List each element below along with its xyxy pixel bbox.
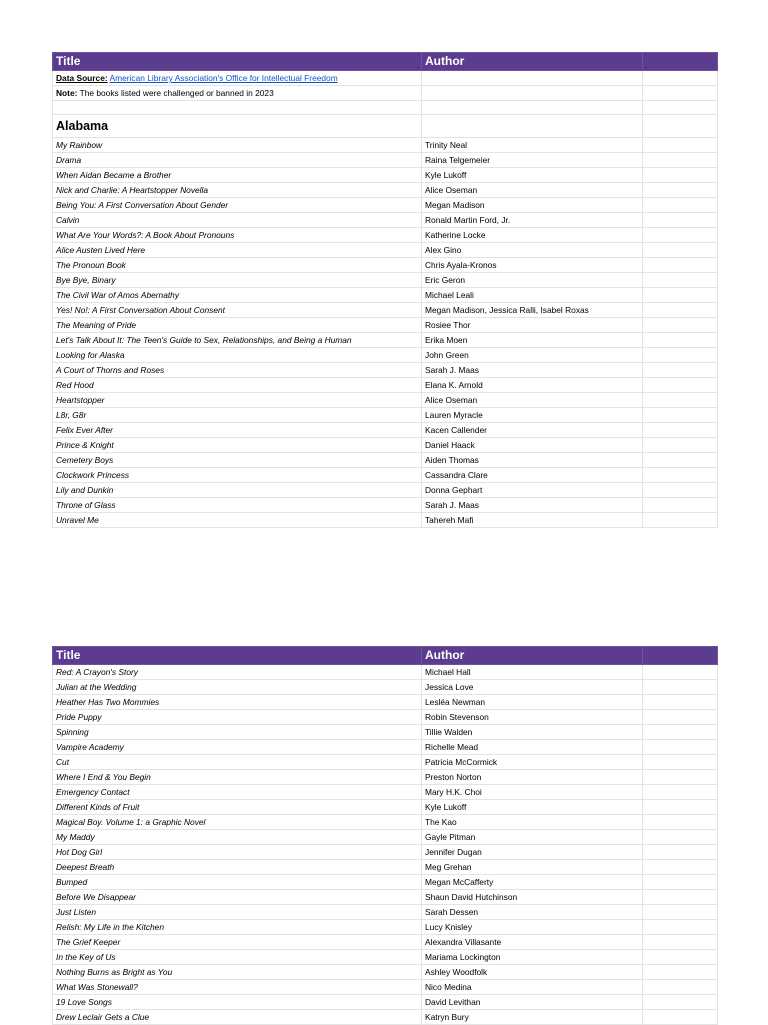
book-row [53, 213, 718, 228]
book-title: The Grief Keeper [53, 935, 422, 950]
book-row [53, 483, 718, 498]
empty-cell [643, 453, 718, 468]
book-title: Yes! No!: A First Conversation About Consent [53, 303, 422, 318]
book-row [53, 815, 718, 830]
book-author: Sarah J. Maas [422, 363, 643, 378]
book-author: Kyle Lukoff [422, 168, 643, 183]
header-title: Title [53, 53, 422, 71]
empty-cell [643, 740, 718, 755]
book-title: Drew Leclair Gets a Clue [53, 1010, 422, 1025]
book-row [53, 498, 718, 513]
book-title: Throne of Glass [53, 498, 422, 513]
empty-cell [643, 408, 718, 423]
book-row [53, 168, 718, 183]
book-title: Deepest Breath [53, 860, 422, 875]
book-row [53, 845, 718, 860]
empty-cell [643, 755, 718, 770]
book-author: Katryn Bury [422, 1010, 643, 1025]
book-row [53, 438, 718, 453]
book-author: Mariama Lockington [422, 950, 643, 965]
book-row [53, 665, 718, 680]
data-source-row [53, 71, 718, 86]
book-author: Alex Gino [422, 243, 643, 258]
book-title: Let's Talk About It: The Teen's Guide to Sex, Relationships, and Being a Human [53, 333, 422, 348]
empty-cell [643, 363, 718, 378]
empty-cell [643, 845, 718, 860]
empty-cell [643, 950, 718, 965]
book-row [53, 363, 718, 378]
empty-cell [643, 198, 718, 213]
empty-cell [643, 965, 718, 980]
empty-cell [643, 288, 718, 303]
book-row [53, 228, 718, 243]
empty-cell [643, 725, 718, 740]
empty-cell [643, 710, 718, 725]
book-author: Robin Stevenson [422, 710, 643, 725]
book-title: Lily and Dunkin [53, 483, 422, 498]
empty-cell [643, 273, 718, 288]
book-author: Alice Oseman [422, 393, 643, 408]
book-author: Megan Madison, Jessica Ralli, Isabel Roxas [422, 303, 643, 318]
book-author: Rosiee Thor [422, 318, 643, 333]
header-author: Author [422, 53, 643, 71]
note-label: Note: [56, 88, 78, 98]
empty-cell [643, 665, 718, 680]
note-text: The books listed were challenged or banned in 2023 [77, 88, 274, 98]
book-author: Katherine Locke [422, 228, 643, 243]
state-row [53, 115, 718, 138]
book-author: Kyle Lukoff [422, 800, 643, 815]
books-table-1 [52, 52, 718, 528]
header-row [53, 647, 718, 665]
book-author: Elana K. Arnold [422, 378, 643, 393]
empty-cell [643, 483, 718, 498]
book-row [53, 393, 718, 408]
book-title: Felix Ever After [53, 423, 422, 438]
blank-row [53, 101, 718, 115]
book-author: Tillie Walden [422, 725, 643, 740]
header-empty [643, 647, 718, 665]
empty-cell [643, 243, 718, 258]
book-title: Before We Disappear [53, 890, 422, 905]
book-author: Patricia McCormick [422, 755, 643, 770]
book-row [53, 905, 718, 920]
empty-cell [643, 303, 718, 318]
book-title: The Meaning of Pride [53, 318, 422, 333]
empty-cell [643, 875, 718, 890]
empty-cell [643, 138, 718, 153]
book-title: Being You: A First Conversation About Gender [53, 198, 422, 213]
empty-cell [643, 800, 718, 815]
book-author: Cassandra Clare [422, 468, 643, 483]
book-author: Alice Oseman [422, 183, 643, 198]
note-cell [53, 86, 422, 101]
header-title: Title [53, 647, 422, 665]
note-row [53, 86, 718, 101]
book-title: The Civil War of Amos Abernathy [53, 288, 422, 303]
header-row [53, 53, 718, 71]
book-title: Bumped [53, 875, 422, 890]
book-title: Alice Austen Lived Here [53, 243, 422, 258]
book-title: Bye Bye, Binary [53, 273, 422, 288]
book-author: Chris Ayala-Kronos [422, 258, 643, 273]
book-title: What Was Stonewall? [53, 980, 422, 995]
book-title: In the Key of Us [53, 950, 422, 965]
state-name: Alabama [53, 115, 422, 138]
book-title: When Aidan Became a Brother [53, 168, 422, 183]
empty-cell [643, 258, 718, 273]
header-author: Author [422, 647, 643, 665]
book-row [53, 153, 718, 168]
book-author: Lauren Myracle [422, 408, 643, 423]
book-author: John Green [422, 348, 643, 363]
book-row [53, 725, 718, 740]
book-author: Jessica Love [422, 680, 643, 695]
book-row [53, 1010, 718, 1025]
empty-cell [643, 695, 718, 710]
book-author: Mary H.K. Choi [422, 785, 643, 800]
book-author: Eric Geron [422, 273, 643, 288]
book-author: Tahereh Mafi [422, 513, 643, 528]
book-title: Unravel Me [53, 513, 422, 528]
book-title: Clockwork Princess [53, 468, 422, 483]
empty-cell [643, 920, 718, 935]
book-title: A Court of Thorns and Roses [53, 363, 422, 378]
book-row [53, 950, 718, 965]
book-title: Calvin [53, 213, 422, 228]
book-title: 19 Love Songs [53, 995, 422, 1010]
book-title: Just Listen [53, 905, 422, 920]
empty-cell [643, 333, 718, 348]
data-source-label: Data Source: [56, 73, 108, 83]
book-author: Megan McCafferty [422, 875, 643, 890]
book-title: Vampire Academy [53, 740, 422, 755]
book-title: Red Hood [53, 378, 422, 393]
book-author: Raina Telgemeier [422, 153, 643, 168]
book-title: Cut [53, 755, 422, 770]
book-row [53, 258, 718, 273]
book-row [53, 408, 718, 423]
book-title: Heartstopper [53, 393, 422, 408]
book-author: Richelle Mead [422, 740, 643, 755]
book-row [53, 183, 718, 198]
book-row [53, 890, 718, 905]
book-author: Meg Grehan [422, 860, 643, 875]
book-row [53, 965, 718, 980]
empty-cell [643, 890, 718, 905]
header-empty [643, 53, 718, 71]
book-title: L8r, G8r [53, 408, 422, 423]
empty-cell [643, 498, 718, 513]
book-title: Nick and Charlie: A Heartstopper Novella [53, 183, 422, 198]
empty-cell [643, 860, 718, 875]
book-row [53, 348, 718, 363]
empty-cell [643, 770, 718, 785]
data-source-link[interactable]: American Library Association's Office for Intellectual Freedom [109, 73, 338, 83]
empty-cell [643, 680, 718, 695]
empty-cell [643, 995, 718, 1010]
book-title: Cemetery Boys [53, 453, 422, 468]
empty-cell [643, 423, 718, 438]
book-title: The Pronoun Book [53, 258, 422, 273]
book-title: Red: A Crayon's Story [53, 665, 422, 680]
book-row [53, 273, 718, 288]
book-author: Preston Norton [422, 770, 643, 785]
empty-cell [643, 168, 718, 183]
empty-cell [643, 935, 718, 950]
book-author: Shaun David Hutchinson [422, 890, 643, 905]
empty-cell [643, 153, 718, 168]
empty-cell [643, 213, 718, 228]
book-row [53, 303, 718, 318]
book-row [53, 198, 718, 213]
book-title: Where I End & You Begin [53, 770, 422, 785]
book-author: Sarah J. Maas [422, 498, 643, 513]
books-table-2 [52, 646, 718, 1025]
empty-cell [643, 980, 718, 995]
book-title: What Are Your Words?: A Book About Pronouns [53, 228, 422, 243]
book-title: Relish: My Life in the Kitchen [53, 920, 422, 935]
book-author: Alexandra Villasante [422, 935, 643, 950]
book-row [53, 513, 718, 528]
book-author: Lesléa Newman [422, 695, 643, 710]
book-row [53, 800, 718, 815]
empty-cell [643, 318, 718, 333]
book-row [53, 243, 718, 258]
book-row [53, 333, 718, 348]
empty-cell [643, 815, 718, 830]
book-title: My Maddy [53, 830, 422, 845]
book-row [53, 980, 718, 995]
book-row [53, 423, 718, 438]
book-author: David Levithan [422, 995, 643, 1010]
book-row [53, 785, 718, 800]
book-author: Michael Hall [422, 665, 643, 680]
book-row [53, 468, 718, 483]
empty-cell [643, 183, 718, 198]
book-author: Daniel Haack [422, 438, 643, 453]
book-author: Gayle Pitman [422, 830, 643, 845]
book-title: Heather Has Two Mommies [53, 695, 422, 710]
empty-cell [643, 393, 718, 408]
book-row [53, 920, 718, 935]
book-author: Ronald Martin Ford, Jr. [422, 213, 643, 228]
book-author: Jennifer Dugan [422, 845, 643, 860]
empty-cell [643, 905, 718, 920]
empty-cell [643, 513, 718, 528]
empty-cell [643, 468, 718, 483]
book-author: Ashley Woodfolk [422, 965, 643, 980]
data-source-cell [53, 71, 422, 86]
empty-cell [643, 228, 718, 243]
book-row [53, 378, 718, 393]
book-title: Hot Dog Girl [53, 845, 422, 860]
book-title: Looking for Alaska [53, 348, 422, 363]
book-row [53, 770, 718, 785]
book-author: Nico Medina [422, 980, 643, 995]
book-author: Michael Leali [422, 288, 643, 303]
book-author: Erika Moen [422, 333, 643, 348]
book-title: Julian at the Wedding [53, 680, 422, 695]
book-author: Aiden Thomas [422, 453, 643, 468]
book-row [53, 740, 718, 755]
book-row [53, 453, 718, 468]
book-author: Lucy Knisley [422, 920, 643, 935]
empty-cell [643, 348, 718, 363]
book-author: Megan Madison [422, 198, 643, 213]
book-row [53, 860, 718, 875]
book-row [53, 755, 718, 770]
book-title: Prince & Knight [53, 438, 422, 453]
book-title: Pride Puppy [53, 710, 422, 725]
book-author: Kacen Callender [422, 423, 643, 438]
book-title: Spinning [53, 725, 422, 740]
book-title: My Rainbow [53, 138, 422, 153]
book-title: Drama [53, 153, 422, 168]
book-author: Trinity Neal [422, 138, 643, 153]
book-title: Magical Boy. Volume 1: a Graphic Novel [53, 815, 422, 830]
book-row [53, 935, 718, 950]
book-row [53, 995, 718, 1010]
book-row [53, 875, 718, 890]
book-author: Donna Gephart [422, 483, 643, 498]
empty-cell [643, 785, 718, 800]
book-row [53, 680, 718, 695]
book-row [53, 695, 718, 710]
book-row [53, 288, 718, 303]
book-author: Sarah Dessen [422, 905, 643, 920]
book-title: Nothing Burns as Bright as You [53, 965, 422, 980]
empty-cell [643, 378, 718, 393]
book-title: Different Kinds of Fruit [53, 800, 422, 815]
book-row [53, 138, 718, 153]
empty-cell [643, 438, 718, 453]
book-title: Emergency Contact [53, 785, 422, 800]
book-row [53, 318, 718, 333]
empty-cell [643, 1010, 718, 1025]
empty-cell [643, 830, 718, 845]
book-author: The Kao [422, 815, 643, 830]
book-row [53, 710, 718, 725]
book-row [53, 830, 718, 845]
